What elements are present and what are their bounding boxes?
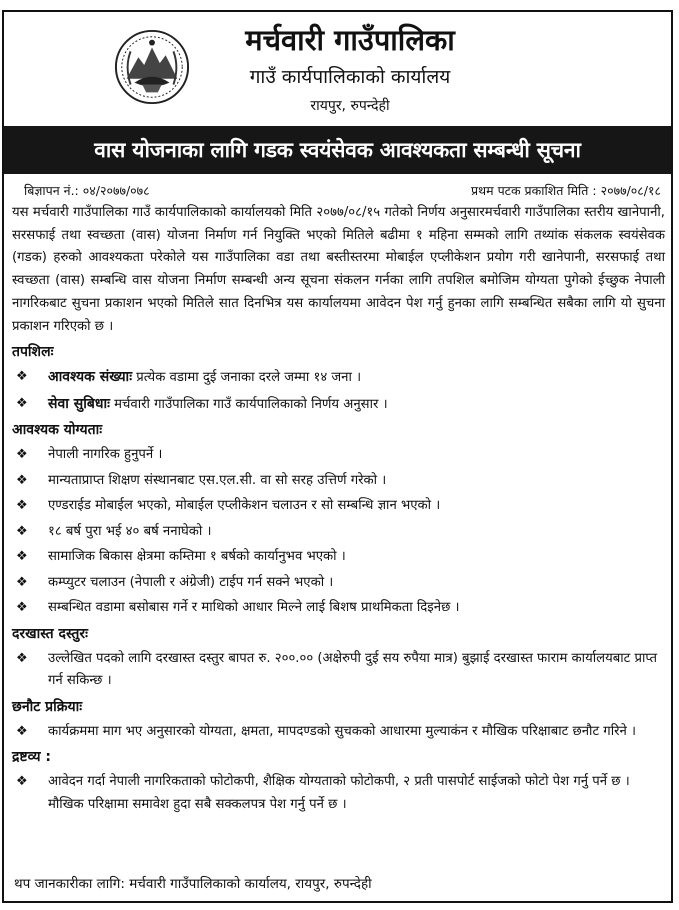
details-heading: तपशिलः: [12, 344, 54, 361]
qualification-item: [12, 521, 665, 544]
selection-heading: छनौट प्रक्रियाः: [12, 698, 83, 715]
office-location: रायपुर, रुपन्देही: [310, 98, 390, 114]
org-name: मर्चवारी गाउँपालिका: [245, 23, 455, 57]
bullet-icon: ❖: [16, 523, 28, 539]
qualification-item: [12, 546, 665, 569]
qualification-item: [12, 470, 665, 493]
details-label: आवश्यक संख्याः: [48, 369, 133, 386]
notice-title: वास योजनाका लागि गडक स्वयंसेवक आवश्यकता सम्बन्धी सूचना: [94, 138, 581, 162]
bullet-icon: ❖: [16, 549, 28, 565]
qualification-text: नेपाली नागरिक हुनुपर्ने ।: [48, 447, 163, 463]
qualification-item: [12, 597, 665, 620]
details-text: प्रत्येक वडामा दुई जनाका दरले जम्मा १४ जना ।: [132, 370, 362, 386]
details-item: [12, 393, 665, 417]
details-item: [12, 366, 665, 390]
note-text: आवेदन गर्दा नेपाली नागरिकताको फोटोकपी, शैक्षिक योग्यताको फोटोकपी, २ प्रती पासपोर्ट साईजको फोटो पेश गर्नु पर्ने छ । मौखिक परिक्षामा समावेश हुदा सबै सक्कलपत्र पेश गर्नु पर्ने छ ।: [48, 774, 630, 812]
qualification-text: सामाजिक बिकास क्षेत्रमा कम्तिमा १ बर्षको कार्यानुभव भएको ।: [48, 549, 346, 565]
qualification-text: कम्प्युटर चलाउन (नेपाली र अंग्रेजी) टाईप गर्न सक्ने भएको ।: [48, 574, 334, 590]
selection-text: कार्यक्रममा माग भए अनुसारको योग्यता, क्षमता, मापदण्डको सुचकको आधारमा मुल्याकंन र मौखिक परिक्षाबाट छनौट गरिने ।: [48, 723, 637, 739]
qualifications-heading: आवश्यक योग्यताः: [12, 422, 103, 439]
bullet-icon: ❖: [16, 723, 28, 739]
bullet-icon: ❖: [16, 774, 28, 790]
bullet-icon: ❖: [16, 447, 28, 463]
bullet-icon: ❖: [16, 498, 28, 514]
fee-item: [12, 648, 665, 693]
qualification-text: एण्डराईड मोबाईल भएको, मोबाईल एप्लीकेशन चलाउन र सो सम्बन्धि ज्ञान भएको ।: [48, 498, 441, 514]
fee-heading: दरखास्त दस्तुरः: [12, 625, 88, 642]
contact-footer: थप जानकारीका लागि: मर्चवारी गाउँपालिकाको कार्यालय, रायपुर, रुपन्देही: [14, 876, 372, 892]
details-text: मर्चवारी गाउँपालिका गाउँ कार्यपालिकाको निर्णय अनुसार ।: [109, 396, 388, 412]
intro-paragraph: यस मर्चवारी गाउँपालिका गाउँ कार्यपालिकाको कार्यालयको मिति २०७७/०८/१५ गतेको निर्णय अनुसारमर्चवारी गाउँपालिका स्तरीय खानेपानी, सरसफाई तथा स्वच्छता (वास) योजना निर्माण गर्न नियुक्ति भएको मितिले बढीमा १ महिना सम्मको लागि तथ्यांक संकलक स्वयंसेवक (गडक) हरुको आवश्यकता परेकोले यस गाउँपालिका वडा तथा बस्तीस्तरमा मोबाईल एप्लीकेशन प्रयोग गरी खानेपानी, सरसफाई तथा स्वच्छता (वास) सम्बन्धि वास योजना निर्माण सम्बन्धी अन्य सूचना संकलन गर्नका लागि तपशिल बमोजिम योग्यता पुगेको ईच्छुक नेपाली नागरिकबाट सुचना प्रकाशन भएको मितिले सात दिनभित्र यस कार्यालयमा आवेदन पेश गर्नु हुनका लागि सम्बन्धित सबैका लागि यो सुचना प्रकाशन गरिएको छ ।: [12, 205, 665, 334]
notice-body: [12, 202, 665, 819]
bullet-icon: ❖: [16, 574, 28, 590]
bullet-icon: ❖: [16, 472, 28, 488]
details-label: सेवा सुबिधाः: [48, 395, 110, 412]
notes-heading: द्रष्टव्य :: [12, 749, 51, 766]
qualification-text: मान्यताप्राप्त शिक्षण संस्थानबाट एस.एल.सी. वा सो सरह उत्तिर्ण गरेको ।: [48, 472, 387, 488]
qualification-text: सम्बन्धित वडामा बसोबास गर्ने र माथिको आधार मिल्ने लाई बिशष प्राथमिकता दिइनेछ ।: [48, 600, 460, 616]
qualification-text: १८ बर्ष पुरा भई ४० बर्ष ननाघेको ।: [48, 523, 212, 539]
selection-item: [12, 721, 665, 744]
bullet-icon: ❖: [16, 369, 28, 385]
notice-number: बिज्ञापन नं.: ०४/२०७७/०७८: [24, 183, 150, 198]
bullet-icon: ❖: [16, 395, 28, 411]
title-banner: [4, 126, 671, 174]
office-name: गाउँ कार्यपालिकाको कार्यालय: [249, 66, 451, 88]
qualification-item: [12, 495, 665, 518]
emblem-logo-icon: [113, 28, 191, 106]
qualification-item: [12, 572, 665, 595]
bullet-icon: ❖: [16, 600, 28, 616]
fee-text: उल्लेखित पदको लागि दरखास्त दस्तुर बापत रु. २००.०० (अक्षेरुपी दुई सय रुपैया मात्र) बुझाई दरखास्त फाराम कार्यालयबाट प्राप्त गर्न सकिन्छ ।: [48, 650, 658, 689]
qualification-item: [12, 444, 665, 467]
published-date: प्रथम पटक प्रकाशित मिति : २०७७/०८/१८: [471, 183, 661, 198]
note-item: [12, 771, 665, 816]
bullet-icon: ❖: [16, 650, 28, 666]
